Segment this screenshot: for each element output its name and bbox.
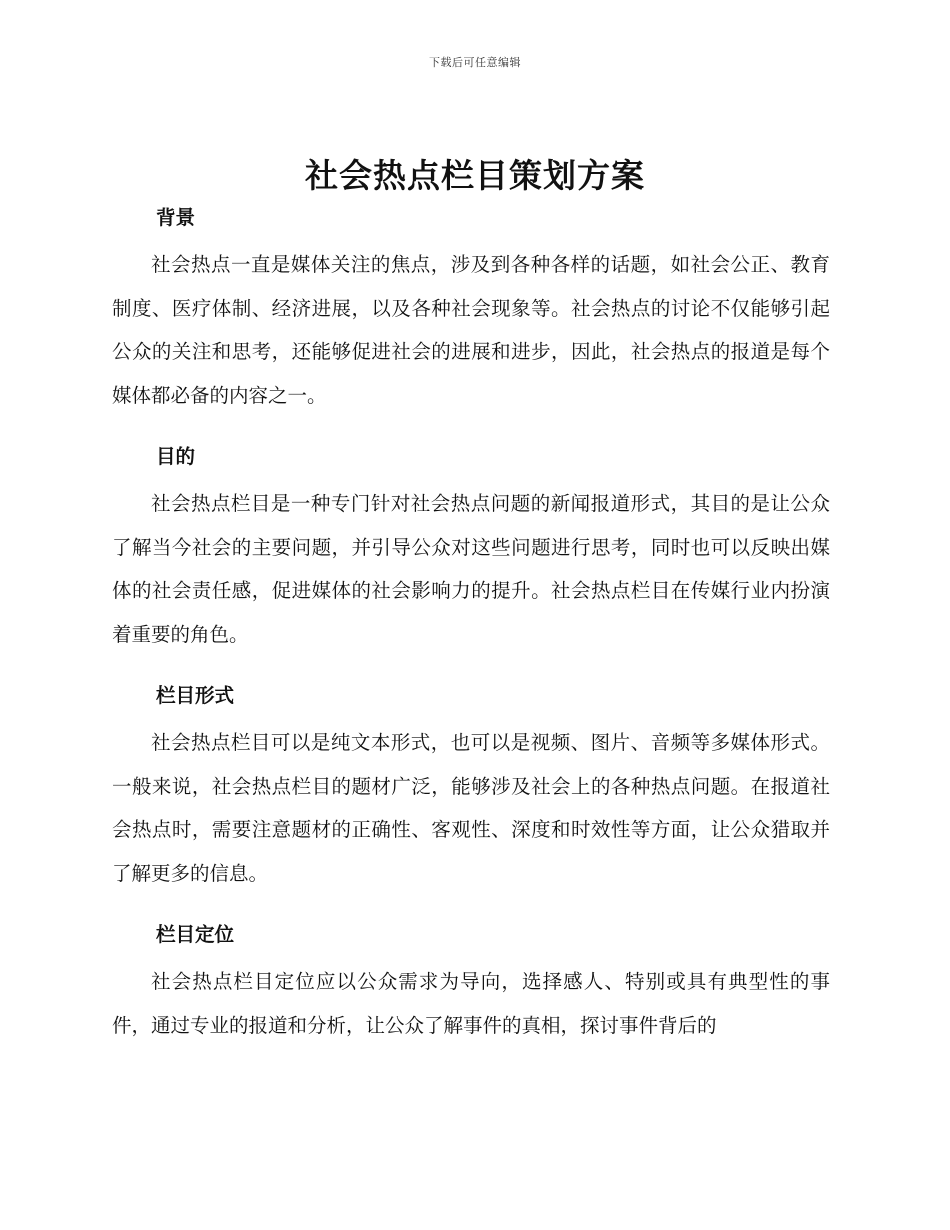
- header-note: 下载后可任意编辑: [429, 56, 521, 69]
- document-title: 社会热点栏目策划方案: [305, 156, 645, 195]
- section-heading: 目的: [156, 445, 196, 468]
- section-heading: 背景: [156, 206, 196, 229]
- section-positioning: [112, 915, 830, 1047]
- section-paragraph: 社会热点栏目定位应以公众需求为导向，选择感人、特别或具有典型性的事件，通过专业的报道和分析，让公众了解事件的真相，探讨事件背后的: [112, 970, 830, 1037]
- document-body: [112, 198, 830, 1067]
- section-purpose: [112, 437, 830, 656]
- section-heading: 栏目定位: [156, 923, 235, 946]
- section-heading: 栏目形式: [156, 684, 235, 707]
- section-background: [112, 198, 830, 417]
- section-paragraph: 社会热点一直是媒体关注的焦点，涉及到各种各样的话题，如社会公正、教育制度、医疗体制、经济进展，以及各种社会现象等。社会热点的讨论不仅能够引起公众的关注和思考，还能够促进社会的进展和进步，因此，社会热点的报道是每个媒体都必备的内容之一。: [112, 253, 830, 407]
- section-paragraph: 社会热点栏目是一种专门针对社会热点问题的新闻报道形式，其目的是让公众了解当今社会的主要问题，并引导公众对这些问题进行思考，同时也可以反映出媒体的社会责任感，促进媒体的社会影响力的提升。社会热点栏目在传媒行业内扮演着重要的角色。: [112, 492, 830, 646]
- section-format: [112, 676, 830, 895]
- section-paragraph: 社会热点栏目可以是纯文本形式，也可以是视频、图片、音频等多媒体形式。一般来说，社会热点栏目的题材广泛，能够涉及社会上的各种热点问题。在报道社会热点时，需要注意题材的正确性、客观性、深度和时效性等方面，让公众猎取并了解更多的信息。: [112, 731, 830, 885]
